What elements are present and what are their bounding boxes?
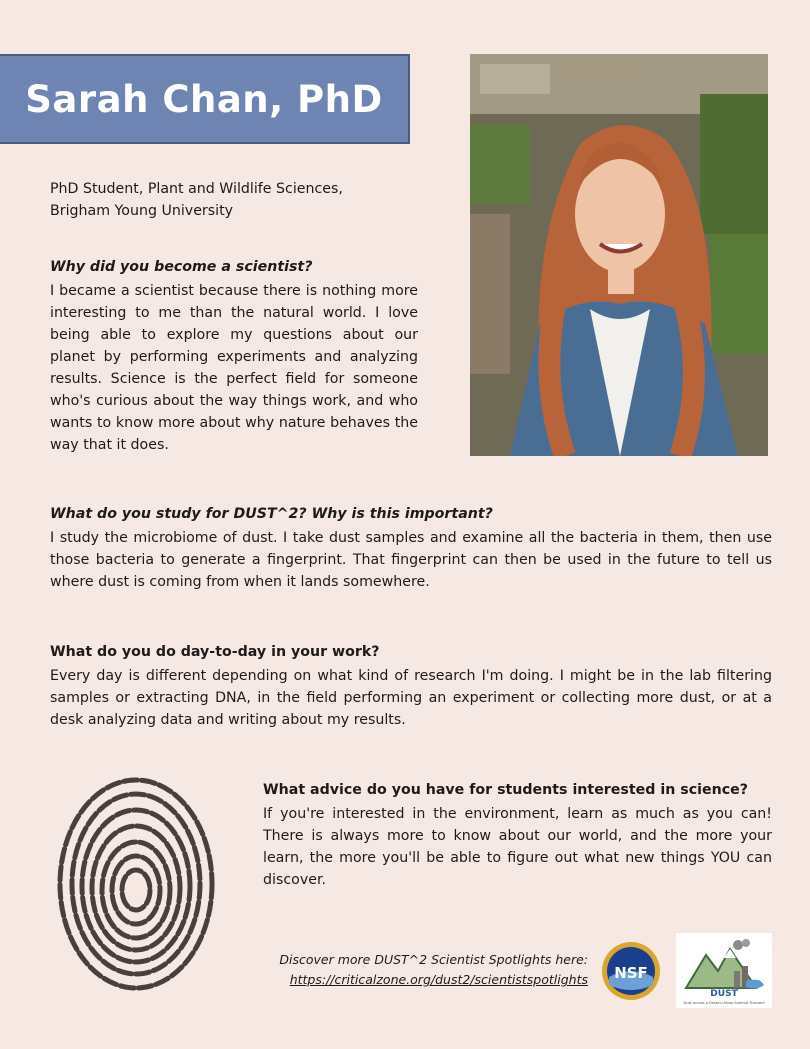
dust-logo-sup: 2 bbox=[736, 986, 740, 992]
section-question: What do you do day-to-day in your work? bbox=[50, 644, 380, 660]
section-answer: I study the microbiome of dust. I take dust samples and examine all the bacteria in them, then use those bacteria to generate a fingerprint. That fingerprint can then be used in the future to tell us where dust is coming from when it lands somewhere. bbox=[50, 530, 772, 590]
fingerprint-icon bbox=[50, 770, 222, 1002]
section-answer: If you're interested in the environment, learn as much as you can! There is always more to know about our world, and the more your learn, the more you'll be able to figure out what new things YOU can discover. bbox=[263, 806, 772, 888]
section-question: Why did you become a scientist? bbox=[50, 259, 313, 275]
spotlights-link[interactable]: https://criticalzone.org/dust2/scientistspotlights bbox=[289, 972, 588, 987]
portrait-photo bbox=[470, 54, 768, 456]
name-banner bbox=[0, 54, 410, 144]
affiliation-title: PhD Student, Plant and Wildlife Sciences, bbox=[50, 181, 343, 197]
dust-logo-text: DUST bbox=[710, 989, 738, 999]
page-title: Sarah Chan, PhD bbox=[25, 77, 383, 121]
affiliation bbox=[50, 178, 430, 222]
footer-note bbox=[270, 950, 588, 990]
section-answer: I became a scientist because there is nothing more interesting to me than the natural world. I love being able to explore my questions about our planet by performing experiments and analyzing results. Science is the perfect field for someone who's curious about the way things work, and who wants to know more about why nature behaves the way that it does. bbox=[50, 283, 418, 453]
nsf-logo bbox=[601, 941, 661, 1001]
footer-text: Discover more DUST^2 Scientist Spotlights here: bbox=[279, 952, 588, 967]
section-question: What advice do you have for students interested in science? bbox=[263, 782, 748, 798]
section-question: What do you study for DUST^2? Why is this important? bbox=[50, 506, 493, 522]
dust-logo-tagline: Dust across a Desert-Urban-Summit Transect bbox=[683, 1001, 765, 1005]
section-answer: Every day is different depending on what kind of research I'm doing. I might be in the lab filtering samples or extracting DNA, in the field performing an experiment or collecting more dust, or at a desk analyzing data and writing about my results. bbox=[50, 668, 772, 728]
affiliation-institution: Brigham Young University bbox=[50, 203, 234, 219]
dust-logo bbox=[676, 933, 772, 1008]
nsf-logo-text: NSF bbox=[614, 964, 648, 982]
